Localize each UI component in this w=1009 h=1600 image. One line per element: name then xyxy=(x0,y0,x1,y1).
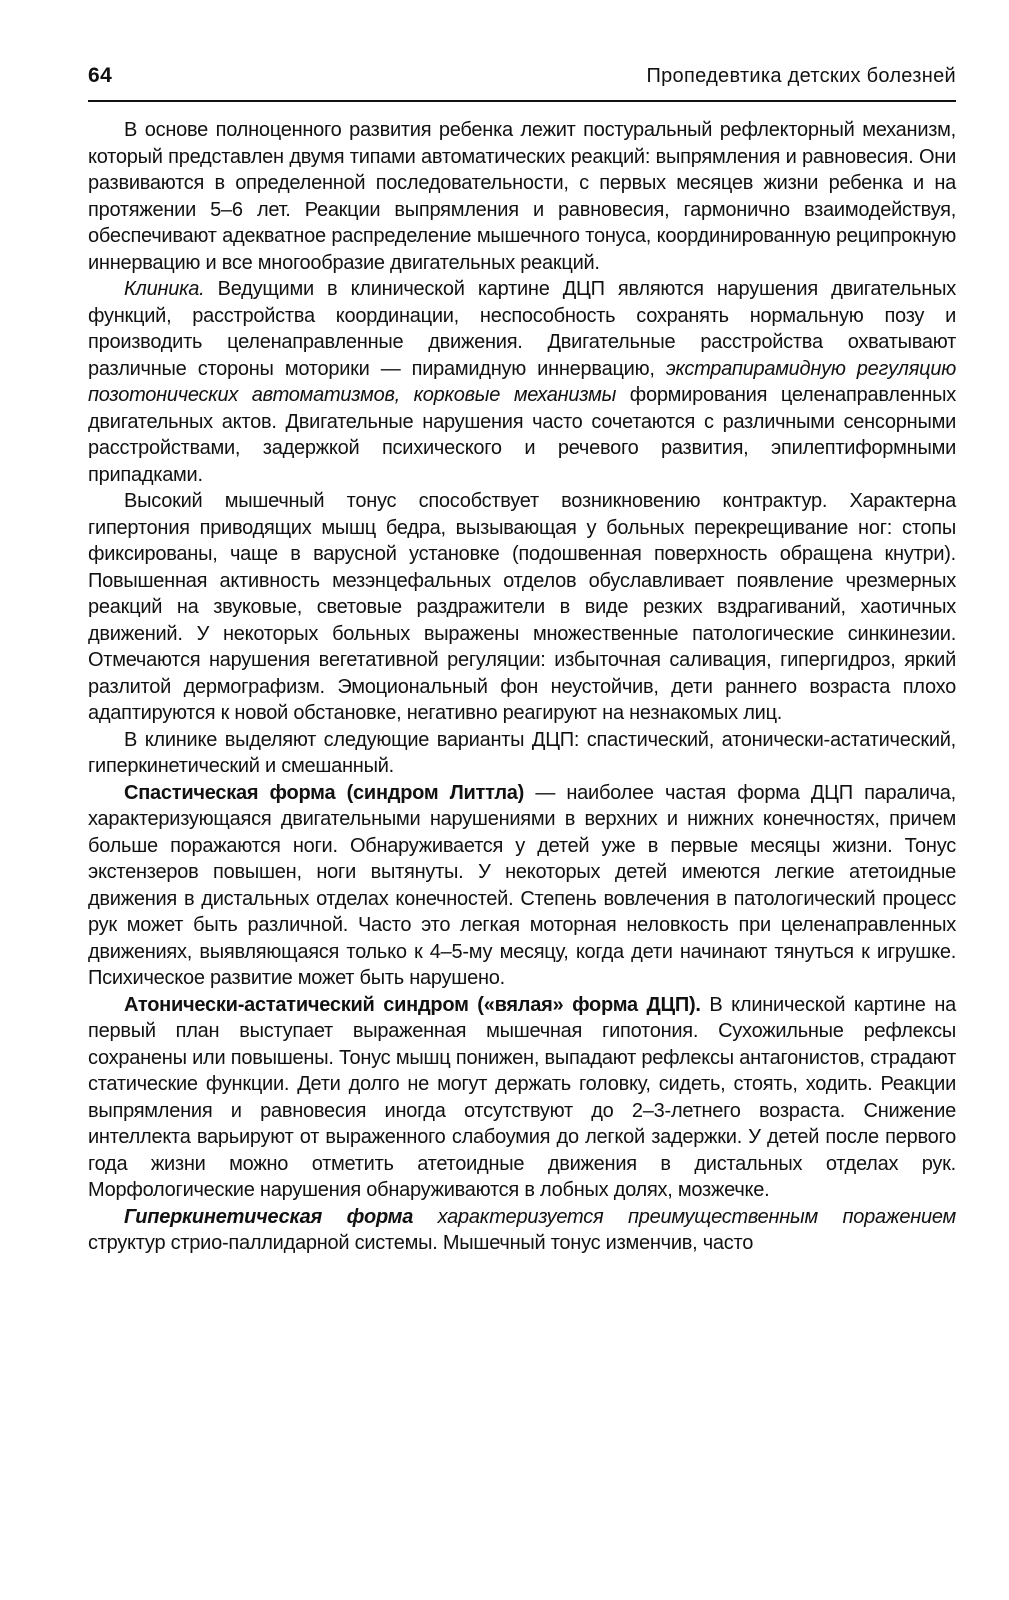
clinic-lead: Клиника. xyxy=(124,278,205,300)
italic-phrase: экстрапирамидную регуляцию позотонических автоматизмов, корковые механизмы xyxy=(88,357,956,406)
paragraph-text: — наиболее частая форма ДЦП паралича, характеризующаяся двигательными нарушениями в верхних и нижних конечностях, причем больше поражаются ноги. Обнаруживается у детей уже в первые месяцы жизни. Тонус экстензеров повышен, ноги вытянуты. У некоторых детей имеются легкие атетоидные движения в дистальных отделах конечностей. Степень вовлечения в патологический процесс рук может быть различной. Часто это легкая моторная неловкость при целенаправленных движениях, выявляющаяся только к 4–5-му месяцу, когда дети начинают тянуться к игрушке. Психическое развитие может быть нарушено. xyxy=(88,781,956,989)
atonic-form-heading: Атонически-астатический синдром («вялая» форма ДЦП). xyxy=(124,993,701,1016)
paragraph-text: Ведущими в клинической картине ДЦП являются нарушения двигательных функций, расстройства координации, неспособность сохранять нормальную позу и производить целенаправленные движения. Двигательные расстройства охватывают различные стороны моторики — пирамидную иннервацию, xyxy=(88,278,956,380)
paragraph-postural-reflex xyxy=(88,117,956,276)
italic-phrase: характеризуется преимущественным поражением xyxy=(413,1205,956,1228)
paragraph-text: В клинической картине на первый план выступает выраженная мышечная гипотония. Сухожильные рефлексы сохранены или повышены. Тонус мышц понижен, выпадают рефлексы антагонистов, страдают статические функции. Дети долго не могут держать головку, сидеть, стоять, ходить. Реакции выпрямления и равновесия иногда отсутствуют до 2–3-летнего возраста. Снижение интеллекта варьируют от выраженного слабоумия до легкой задержки. У детей после первого года жизни можно отметить атетоидные движения в дистальных отделах рук. Морфологические нарушения обнаруживаются в лобных долях, мозжечке. xyxy=(88,993,957,1201)
hyperkinetic-form-heading: Гиперкинетическая форма xyxy=(124,1205,414,1228)
body-text xyxy=(88,117,956,1257)
paragraph-variants xyxy=(88,727,956,780)
paragraph-clinic xyxy=(88,276,956,488)
paragraph-text: В основе полноценного развития ребенка лежит постуральный рефлекторный механизм, который представлен двумя типами автоматических реакций: выпрямления и равновесия. Они развиваются в определенной последовательности, с первых месяцев жизни ребенка и на протяжении 5–6 лет. Реакции выпрямления и равновесия, гармонично взаимодействуя, обеспечивают адекватное распределение мышечного тонуса, координированную реципрокную иннервацию и все многообразие двигательных реакций. xyxy=(88,119,956,274)
paragraph-text: Высокий мышечный тонус способствует возникновению контрактур. Характерна гипертония приводящих мышц бедра, вызывающая у больных перекрещивание ног: стопы фиксированы, чаще в варусной установке (подошвенная поверхность обращена кнутри). Повышенная активность мезэнцефальных отделов обуславливает появление чрезмерных реакций на звуковые, световые раздражители в виде резких вздрагиваний, хаотичных движений. У некоторых больных выражены множественные патологические синкинезии. Отмечаются нарушения вегетативной регуляции: избыточная саливация, гипергидроз, яркий разлитой дермографизм. Эмоциональный фон неустойчив, дети раннего возраста плохо адаптируются к новой обстановке, негативно реагируют на незнакомых лиц. xyxy=(88,490,956,724)
paragraph-atonic-form xyxy=(88,992,956,1204)
running-title: Пропедевтика детских болезней xyxy=(646,65,956,87)
paragraph-text: В клинике выделяют следующие варианты ДЦП: спастический, атонически-астатический, гиперкинетический и смешанный. xyxy=(88,728,956,777)
page-header xyxy=(88,64,956,102)
spastic-form-heading: Спастическая форма (синдром Литтла) xyxy=(124,781,525,804)
paragraph-hyperkinetic-form xyxy=(88,1204,956,1257)
book-page xyxy=(88,0,956,1600)
paragraph-muscle-tone xyxy=(88,488,956,727)
paragraph-text-tail: структур стрио-паллидарной системы. Мышечный тонус изменчив, часто xyxy=(88,1232,754,1254)
paragraph-text-tail: формирования целенаправленных двигательных актов. Двигательные нарушения часто сочетаются с различными сенсорными расстройствами, задержкой психического и речевого развития, эпилептиформными припадками. xyxy=(88,384,956,486)
page-number: 64 xyxy=(88,64,113,87)
paragraph-spastic-form xyxy=(88,780,956,992)
